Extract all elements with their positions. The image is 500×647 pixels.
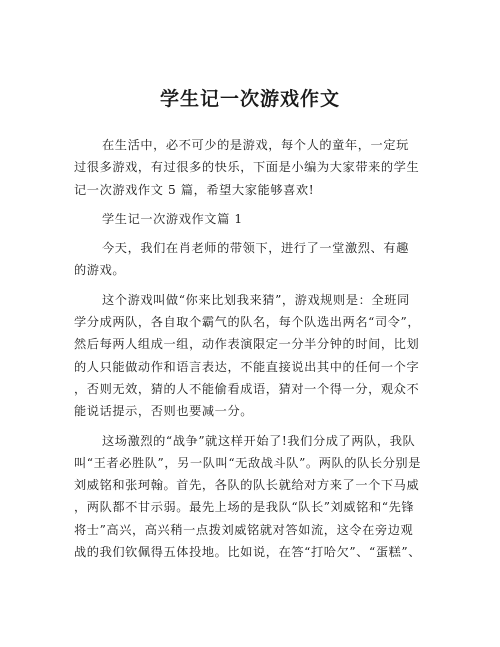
text-line: 记一次游戏作文 5 篇，希望大家能够喜欢!	[74, 182, 315, 197]
paragraph-2	[74, 289, 430, 423]
text-line: 的人只能做动作和语言表达，不能直接说出其中的任何一个字	[74, 359, 420, 374]
text-line: 在生活中，必不可少的是游戏，每个人的童年，一定玩	[102, 138, 409, 152]
text-line: 这场激烈的“战争”就这样开始了!我们分成了两队，我队	[102, 433, 416, 448]
text-line: 叫“王者必胜队”，另一队叫“无敌战斗队”。两队的队长分别是	[74, 455, 422, 470]
text-line: 今天，我们在肖老师的带领下，进行了一堂激烈、有趣	[102, 241, 409, 256]
text-line: 然后每两人组成一组，动作表演限定一分半分钟的时间，比划	[74, 337, 420, 352]
paragraph-3	[74, 430, 430, 564]
intro-paragraph	[74, 134, 430, 201]
text-line: ，否则无效，猜的人不能偷看成语，猜对一个得一分，观众不	[74, 381, 420, 396]
page-title: 学生记一次游戏作文	[159, 88, 340, 110]
text-line: 的游戏。	[74, 263, 126, 278]
paragraph-1	[74, 237, 430, 282]
text-line: 过很多游戏，有过很多的快乐，下面是小编为大家带来的学生	[74, 160, 420, 175]
text-line: 将士”高兴，高兴稍一点拨刘威铭就对答如流，这令在旁边观	[74, 522, 414, 537]
text-line: 这个游戏叫做“你来比划我来猜”，游戏规则是：全班同	[102, 292, 410, 307]
text-line: ，两队都不甘示弱。最先上场的是我队“队长”刘威铭和“先锋	[74, 500, 415, 515]
document-body	[74, 134, 430, 563]
text-line: 刘威铭和张珂翰。首先，各队的队长就给对方来了一个下马威	[74, 478, 420, 493]
text-line: 能说话提示，否则也要减一分。	[74, 404, 254, 419]
section-heading: 学生记一次游戏作文篇 1	[102, 211, 243, 226]
text-line: 学分成两队，各自取个霸气的队名，每个队选出两名“司令”，	[74, 315, 421, 330]
text-line: 战的我们钦佩得五体投地。比如说，在答“打哈欠”、“蛋糕”、	[74, 545, 422, 560]
